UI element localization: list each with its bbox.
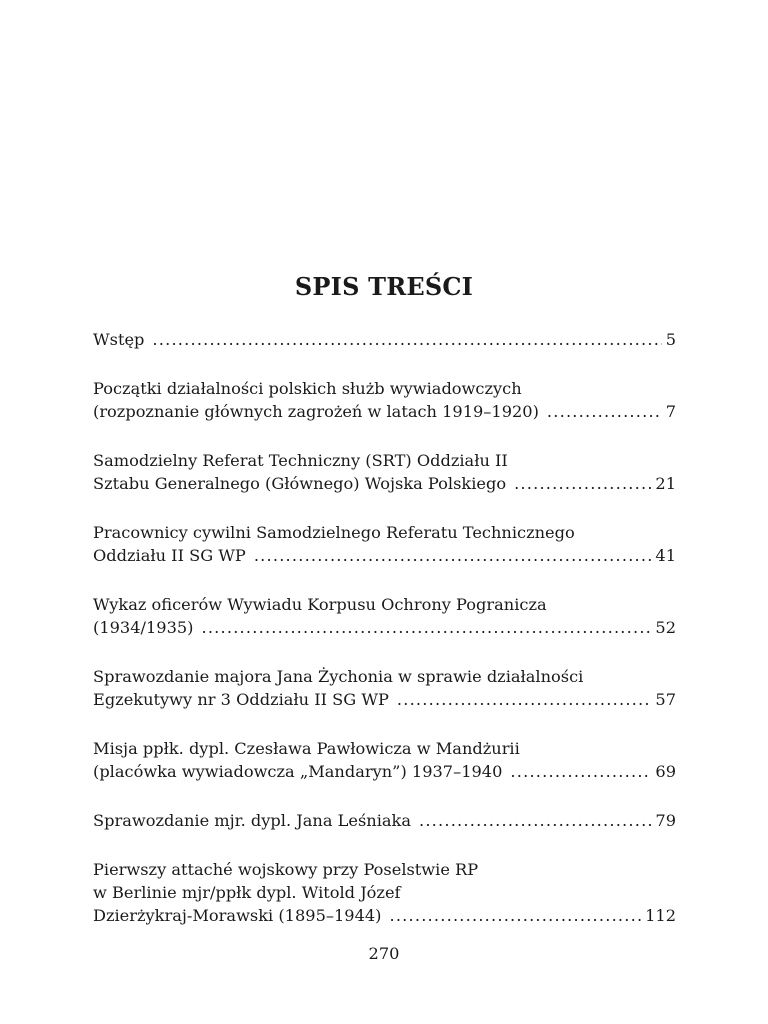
toc-entry: [93, 737, 676, 783]
toc-entry-title: (placówka wywiadowcza „Mandaryn”) 1937–1940: [93, 762, 503, 781]
toc-entry: [93, 377, 676, 423]
toc-entry-title: Początki działalności polskich służb wywiadowczych: [93, 379, 522, 398]
toc-entry-page: 41: [655, 546, 676, 565]
dot-leader: [547, 400, 662, 423]
toc-entry-title: Pracownicy cywilni Samodzielnego Referatu Technicznego: [93, 523, 575, 542]
toc-entry-page: 79: [655, 811, 676, 830]
toc-entry-page: 52: [655, 618, 676, 637]
toc-entry: [93, 521, 676, 567]
toc-entry-page: 57: [655, 690, 676, 709]
toc-entry-final-line: [93, 328, 676, 351]
toc-entry-title: w Berlinie mjr/ppłk dypl. Witold Józef: [93, 883, 401, 902]
toc-entry-page: 21: [655, 474, 676, 493]
toc-entry-title: Misja ppłk. dypl. Czesława Pawłowicza w Mandżurii: [93, 739, 520, 758]
page-number: 270: [368, 944, 400, 963]
toc-entry-final-line: [93, 904, 676, 927]
toc-entry: [93, 665, 676, 711]
page-title: SPIS TREŚCI: [294, 272, 474, 301]
dot-leader: [514, 472, 651, 495]
toc-entry: [93, 593, 676, 639]
toc-entry-page: 69: [655, 762, 676, 781]
toc-entry-page: 7: [665, 402, 676, 421]
toc-entry-title: Samodzielny Referat Techniczny (SRT) Oddziału II: [93, 451, 508, 470]
toc-entry: [93, 328, 676, 351]
toc-entry-final-line: [93, 616, 676, 639]
table-of-contents: [93, 328, 676, 953]
dot-leader: [389, 904, 641, 927]
toc-entry-final-line: [93, 544, 676, 567]
dot-leader: [201, 616, 651, 639]
toc-entry: [93, 809, 676, 832]
toc-entry-title: (rozpoznanie głównych zagrożeń w latach 1919–1920): [93, 402, 539, 421]
toc-entry-title: Sztabu Generalnego (Głównego) Wojska Polskiego: [93, 474, 507, 493]
toc-entry-title: (1934/1935): [93, 618, 194, 637]
dot-leader: [152, 328, 661, 351]
toc-entry-title: Dzierżykraj-Morawski (1895–1944): [93, 906, 382, 925]
toc-entry-page: 5: [665, 330, 676, 349]
toc-entry-title: Sprawozdanie majora Jana Żychonia w sprawie działalności: [93, 667, 584, 686]
toc-entry-final-line: [93, 400, 676, 423]
dot-leader: [510, 760, 651, 783]
toc-entry-final-line: [93, 688, 676, 711]
toc-entry: [93, 449, 676, 495]
dot-leader: [254, 544, 652, 567]
toc-entry-final-line: [93, 809, 676, 832]
toc-entry-page: 112: [645, 906, 676, 925]
toc-entry-title: Oddziału II SG WP: [93, 546, 246, 565]
toc-entry-title: Pierwszy attaché wojskowy przy Poselstwie RP: [93, 860, 479, 879]
toc-entry-title: Wstęp: [93, 330, 145, 349]
dot-leader: [419, 809, 651, 832]
toc-entry-title: Sprawozdanie mjr. dypl. Jana Leśniaka: [93, 811, 411, 830]
toc-entry-final-line: [93, 760, 676, 783]
toc-entry: [93, 858, 676, 927]
dot-leader: [397, 688, 652, 711]
toc-entry-final-line: [93, 472, 676, 495]
toc-entry-title: Egzekutywy nr 3 Oddziału II SG WP: [93, 690, 389, 709]
toc-entry-title: Wykaz oficerów Wywiadu Korpusu Ochrony Pogranicza: [93, 595, 547, 614]
